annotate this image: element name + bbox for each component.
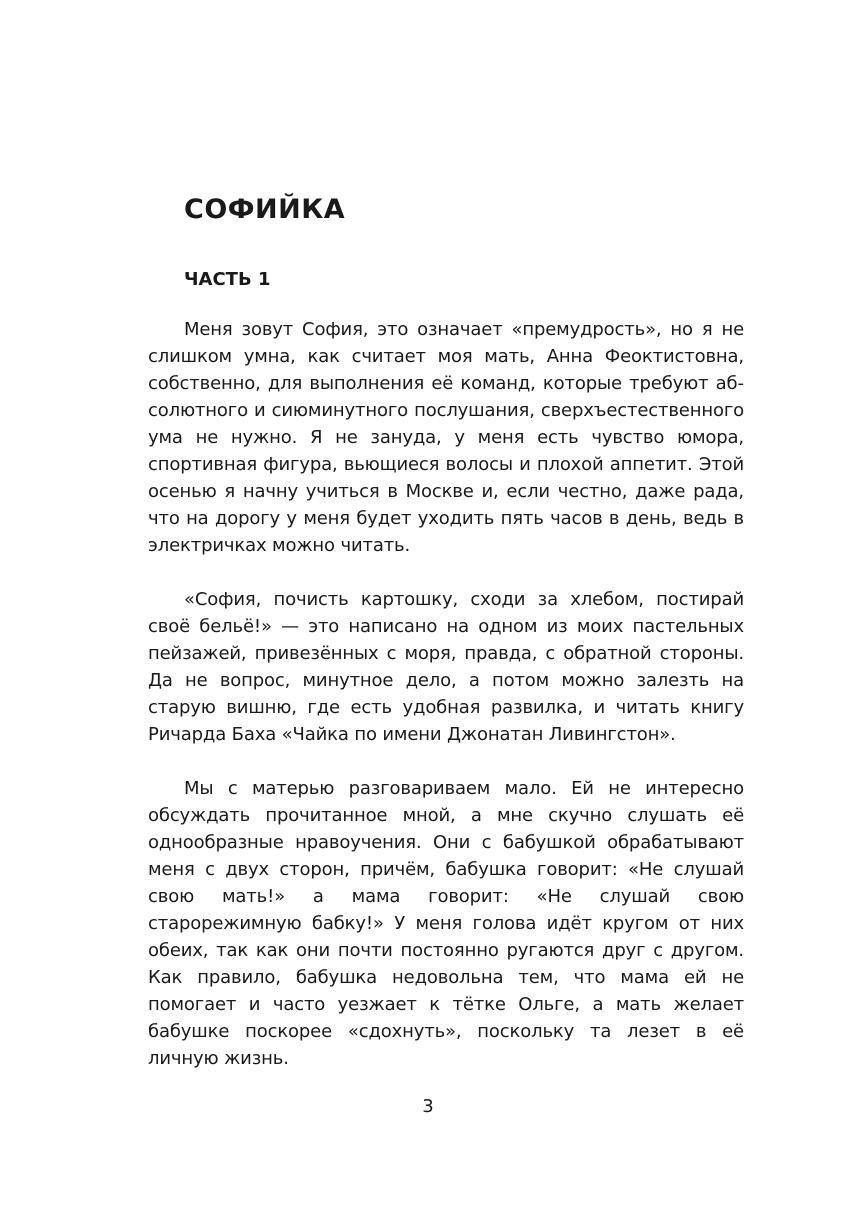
chapter-title: СОФИЙКА — [184, 194, 346, 225]
paragraph-1: Меня зовут София, это означает «премудрость», но я не слишком умна, как считает моя мать, Анна Феоктистовна, собственно, для выполнения её команд, которые требуют абсолютного и сиюминутного послушания, сверхъестественного ума не нужно. Я не зануда, у меня есть чувство юмора, спортивная фигура, вьющиеся волосы и плохой аппетит. Этой осенью я начну учиться в Москве и, если честно, даже рада, что на дорогу у меня будет уходить пять часов в день, ведь в электричках можно читать. — [148, 319, 744, 556]
part-heading: ЧАСТЬ 1 — [184, 269, 271, 290]
body-text — [148, 316, 744, 1099]
paragraph-2: «София, почисть картошку, сходи за хлебом, постирай своё бельё!» — это написано на одном из моих пастельных пейзажей, привезённых с моря, правда, с обратной стороны. Да не вопрос, минутное дело, а потом можно залезть на старую вишню, где есть удобная развилка, и читать книгу Ричарда Баха «Чайка по имени Джонатан Ливингстон». — [148, 589, 744, 745]
page-number: 3 — [422, 1096, 434, 1117]
paragraph-3: Мы с матерью разговариваем мало. Ей не интересно обсуждать прочитанное мной, а мне скучно слушать её однообразные нравоучения. Они с бабушкой обрабатывают меня с двух сторон, причём, бабушка говорит: «Не слушай свою мать!» а мама говорит: «Не слушай свою старорежимную бабку!» У меня голова идёт кругом от них обеих, так как они почти постоянно ругаются друг с другом. Как правило, бабушка недовольна тем, что мама ей не помогает и часто уезжает к тётке Ольге, а мать желает бабушке поскорее «сдохнуть», поскольку та лезет в её личную жизнь. — [148, 778, 744, 1069]
